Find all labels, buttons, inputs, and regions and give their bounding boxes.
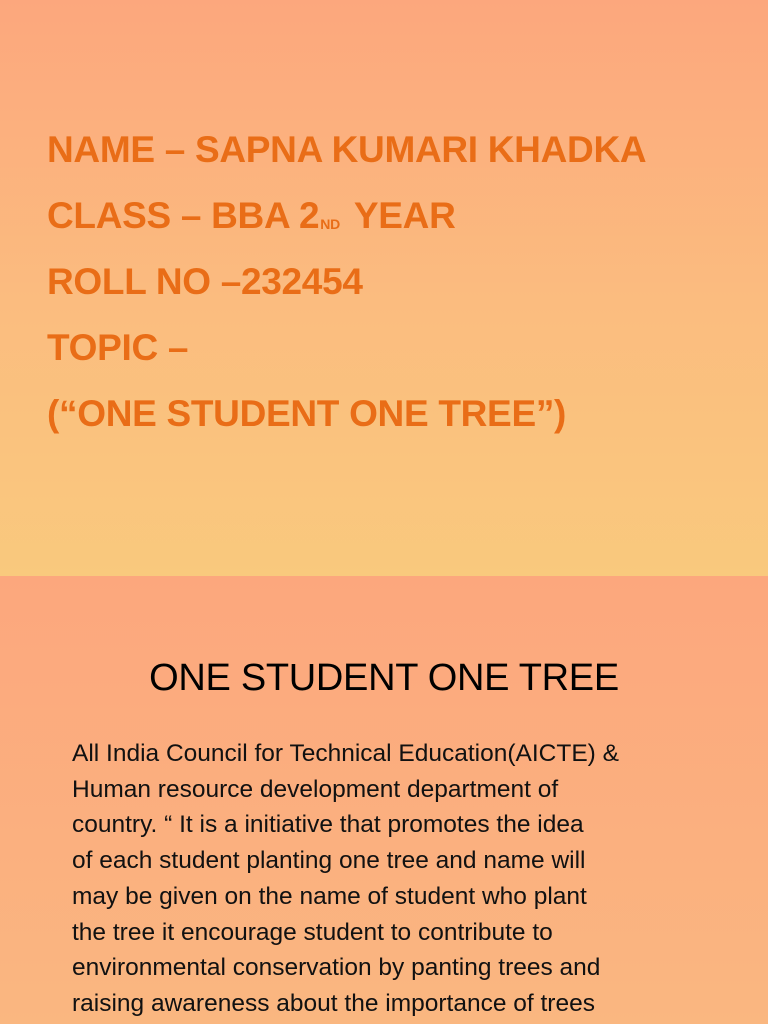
paragraph-line: raising awareness about the importance of trees: [72, 989, 595, 1017]
paragraph-line: of each student planting one tree and name will: [72, 847, 586, 875]
paragraph-line: may be given on the name of student who plant: [72, 882, 587, 910]
topic-line: TOPIC –: [47, 327, 189, 368]
topic-title: (“ONE STUDENT ONE TREE”): [47, 393, 567, 434]
paragraph-line: the tree it encourage student to contribute to: [72, 918, 553, 946]
class-superscript: ND: [320, 216, 340, 232]
roll-line: ROLL NO –232454: [47, 261, 363, 302]
class-suffix: YEAR: [353, 195, 456, 236]
class-line: [47, 183, 646, 249]
slide-heading: ONE STUDENT ONE TREE: [149, 657, 619, 699]
title-block: [47, 117, 646, 447]
class-prefix: CLASS – BBA 2: [47, 195, 320, 236]
paragraph-line: Human resource development department of: [72, 775, 559, 803]
name-line: NAME – SAPNA KUMARI KHADKA: [47, 129, 647, 170]
content-slide: [0, 576, 768, 1024]
paragraph-line: environmental conservation by panting trees and: [72, 954, 601, 982]
paragraph-line: country. “ It is a initiative that promotes the idea: [72, 811, 584, 839]
paragraph-line: All India Council for Technical Education(AICTE) &: [72, 740, 619, 767]
slide-paragraph: [72, 736, 702, 1022]
